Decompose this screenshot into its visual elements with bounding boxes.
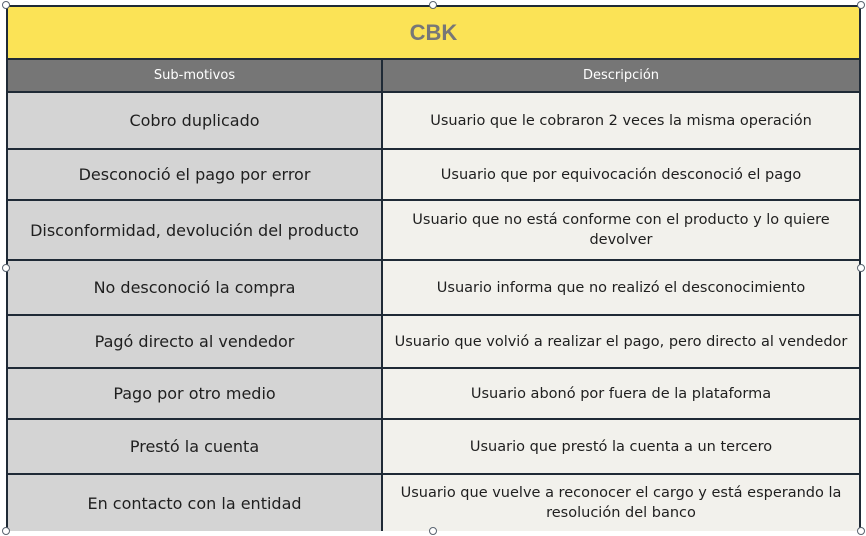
resize-handle-bottom-center[interactable] <box>429 527 437 535</box>
descripcion-cell: Usuario que prestó la cuenta a un tercero <box>382 419 859 474</box>
descripcion-cell: Usuario que por equivocación desconoció el pago <box>382 149 859 200</box>
sub-motivo-cell: No desconoció la compra <box>8 260 382 315</box>
table-title: CBK <box>8 7 859 60</box>
cbk-table-frame[interactable] <box>6 5 861 531</box>
table-row <box>8 368 859 419</box>
cbk-table <box>8 60 859 531</box>
descripcion-cell: Usuario informa que no realizó el desconocimiento <box>382 260 859 315</box>
resize-handle-top-right[interactable] <box>857 1 865 9</box>
sub-motivo-cell: Pagó directo al vendedor <box>8 315 382 368</box>
descripcion-cell: Usuario que vuelve a reconocer el cargo y está esperando la resolución del banco <box>382 474 859 531</box>
table-row <box>8 474 859 531</box>
sub-motivo-cell: Disconformidad, devolución del producto <box>8 200 382 260</box>
resize-handle-top-left[interactable] <box>2 1 10 9</box>
sub-motivo-cell: En contacto con la entidad <box>8 474 382 531</box>
descripcion-cell: Usuario que no está conforme con el producto y lo quiere devolver <box>382 200 859 260</box>
sub-motivo-cell: Cobro duplicado <box>8 92 382 149</box>
table-row <box>8 200 859 260</box>
sub-motivo-cell: Desconoció el pago por error <box>8 149 382 200</box>
descripcion-cell: Usuario abonó por fuera de la plataforma <box>382 368 859 419</box>
sub-motivo-cell: Pago por otro medio <box>8 368 382 419</box>
sub-motivo-cell: Prestó la cuenta <box>8 419 382 474</box>
descripcion-cell: Usuario que volvió a realizar el pago, pero directo al vendedor <box>382 315 859 368</box>
table-row <box>8 315 859 368</box>
header-sub-motivos: Sub-motivos <box>8 60 382 92</box>
resize-handle-bottom-right[interactable] <box>857 527 865 535</box>
resize-handle-top-center[interactable] <box>429 1 437 9</box>
resize-handle-bottom-left[interactable] <box>2 527 10 535</box>
table-row <box>8 149 859 200</box>
header-descripcion: Descripción <box>382 60 859 92</box>
descripcion-cell: Usuario que le cobraron 2 veces la misma operación <box>382 92 859 149</box>
header-row <box>8 60 859 92</box>
table-row <box>8 260 859 315</box>
resize-handle-middle-right[interactable] <box>857 264 865 272</box>
table-row <box>8 419 859 474</box>
resize-handle-middle-left[interactable] <box>2 264 10 272</box>
table-row <box>8 92 859 149</box>
